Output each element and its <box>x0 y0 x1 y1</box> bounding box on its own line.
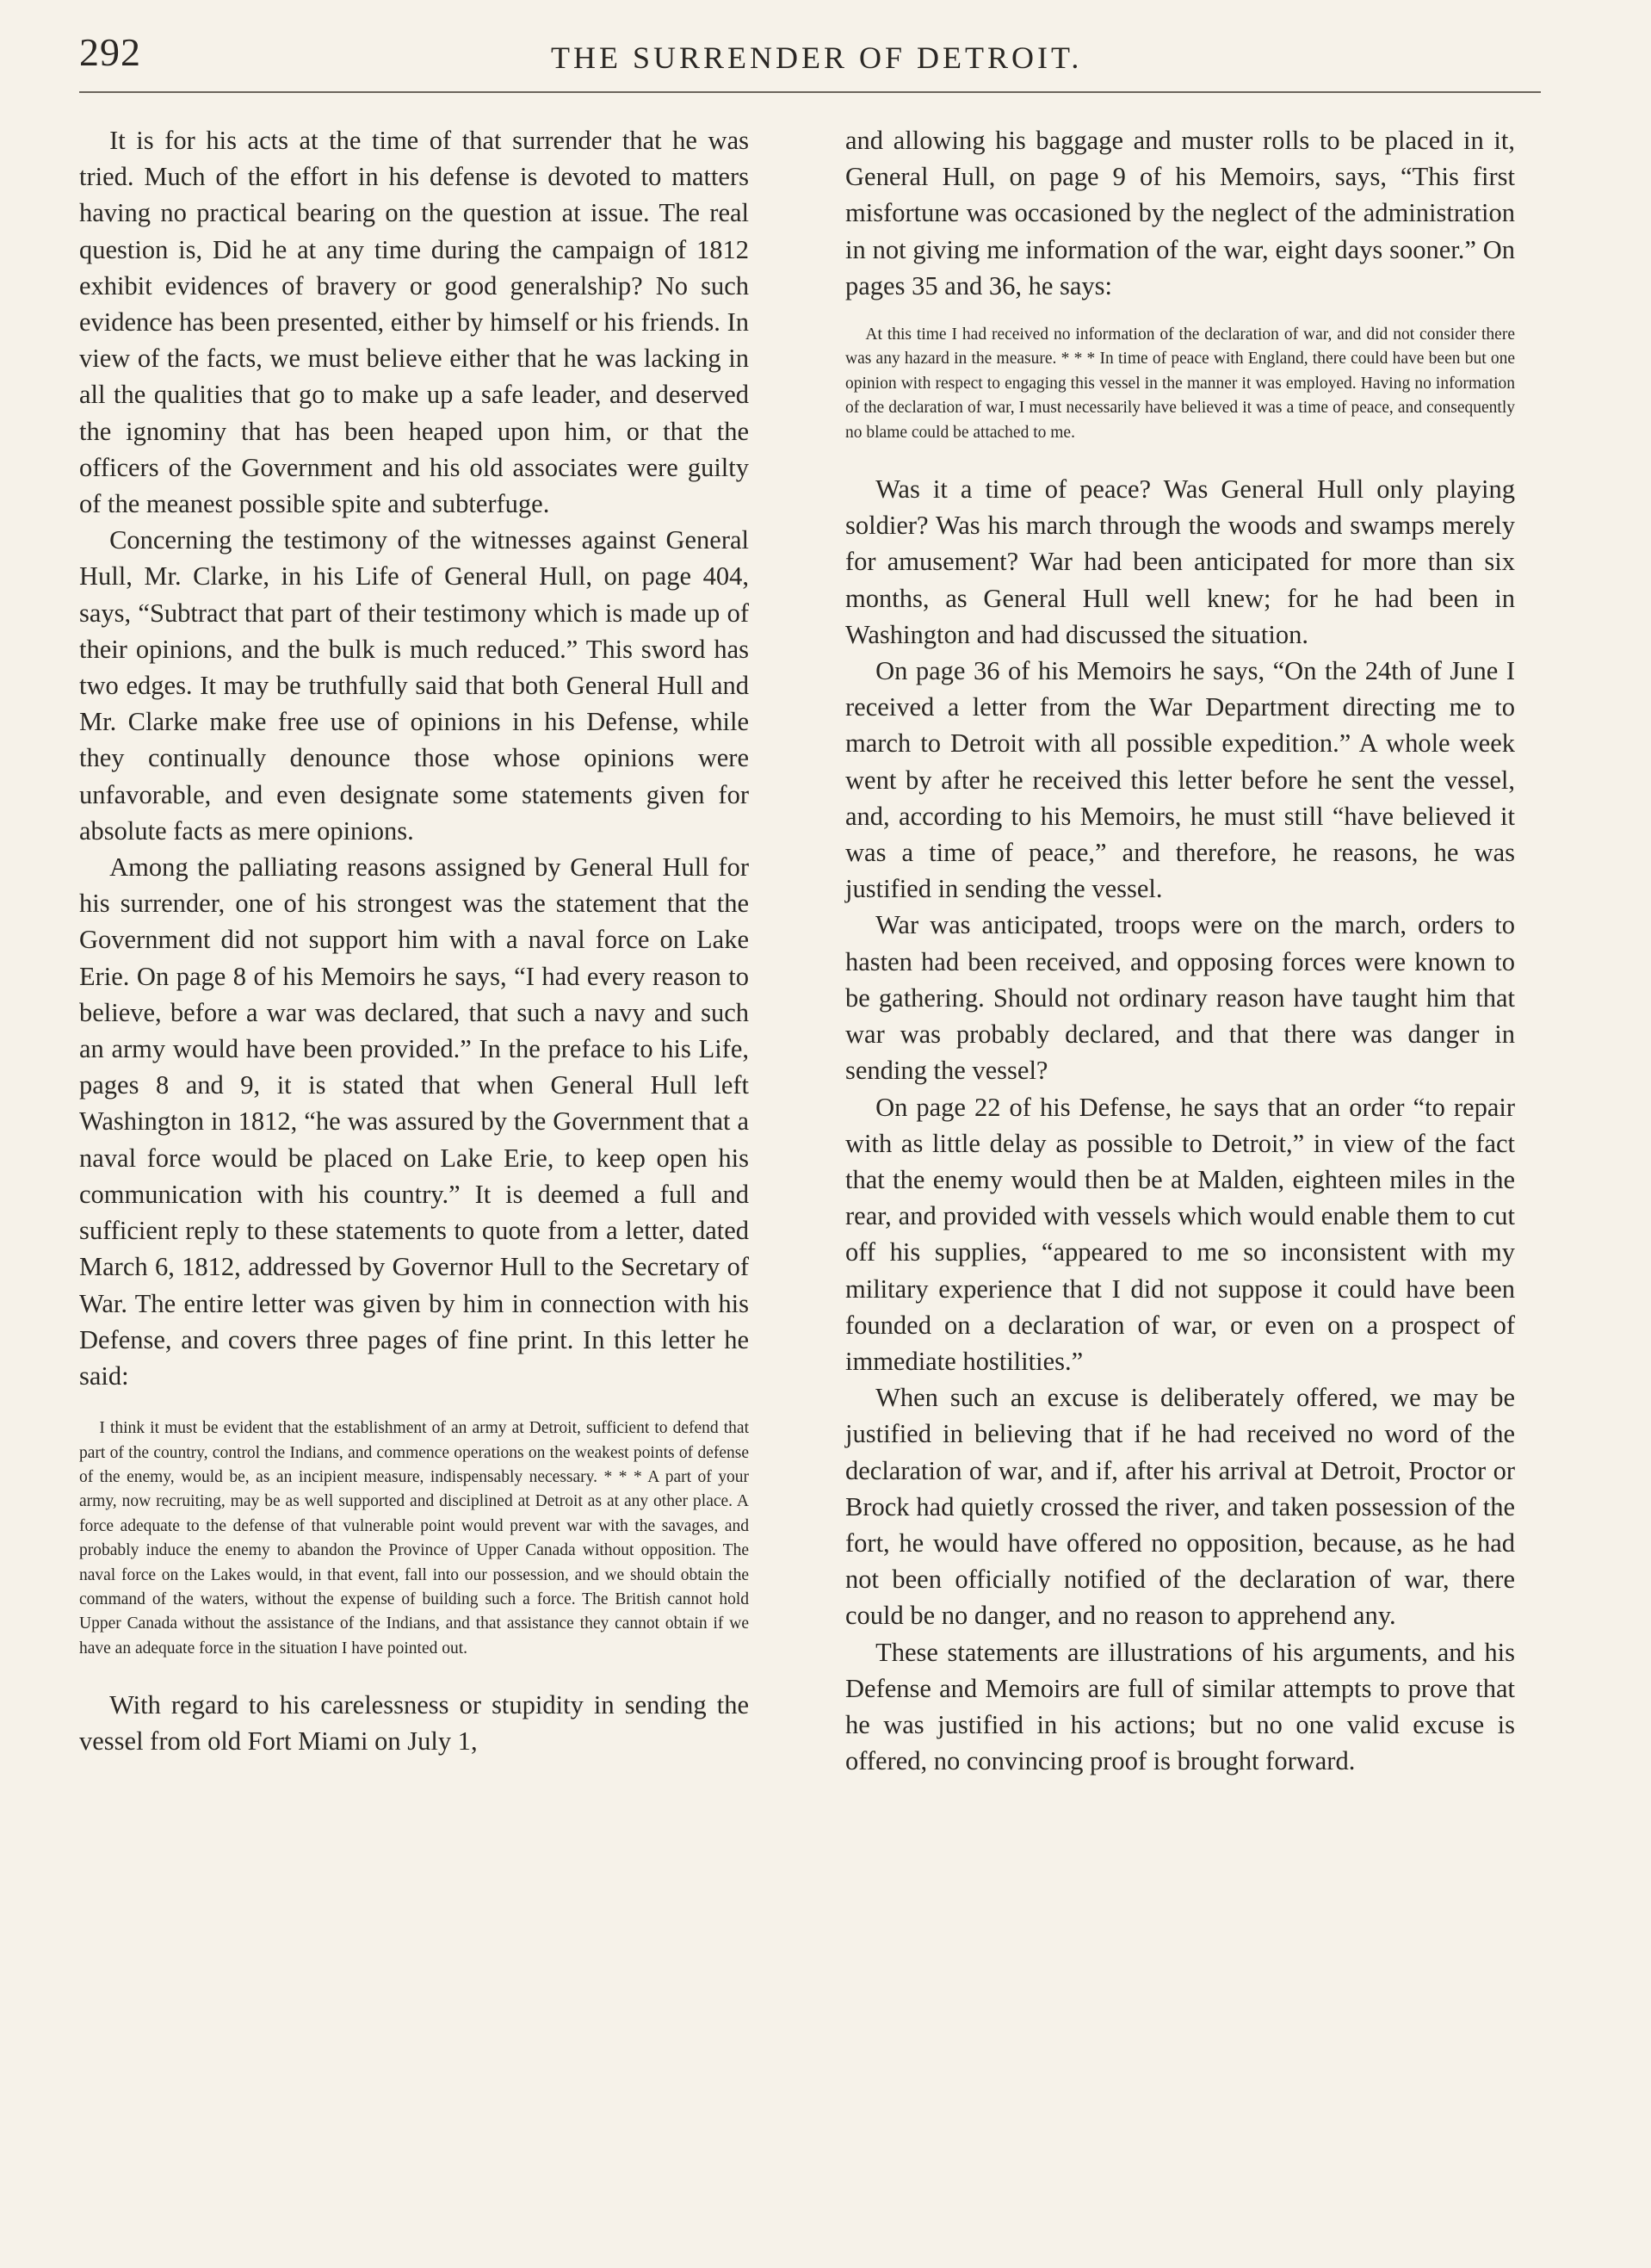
left-column <box>79 122 749 1760</box>
paragraph: On page 22 of his Defense, he says that an order “to repair with as little delay as possible to Detroit,” in view of the fact that the enemy would then be at Malden, eighteen miles in the rear, and provided with vessels which would enable them to cut off his supplies, “appeared to me so inconsistent with my military experience that I did not suppose it could have been founded on a declaration of war, or even on a prospect of immediate hostilities.” <box>845 1092 1515 1376</box>
paragraph: Was it a time of peace? Was General Hull only playing soldier? Was his march through the woods and swamps merely for amusement? War had been anticipated for more than six months, as General Hull well knew; for he had been in Washington and had discussed the situation. <box>845 474 1515 649</box>
paragraph: and allowing his baggage and muster rolls to be placed in it, General Hull, on page 9 of his Memoirs, says, “This first misfortune was occasioned by the neglect of the administration in not giving me information of the war, eight days sooner.” On pages 35 and 36, he says: <box>845 126 1515 301</box>
paragraph: It is for his acts at the time of that surrender that he was tried. Much of the effort in his defense is devoted to matters having no practical bearing on the question at issue. The real question is, Did he at any time during the campaign of 1812 exhibit evidences of bravery or good generalship? No such evidence has been presented, either by himself or his friends. In view of the facts, we must believe either that he was lacking in all the qualities that go to make up a safe leader, and deserved the ignominy that has been heaped upon him, or that the officers of the Government and his old associates were guilty of the meanest possible spite and subterfuge. <box>79 126 749 519</box>
paragraph: Concerning the testimony of the witnesses against General Hull, Mr. Clarke, in his Life of General Hull, on page 404, says, “Subtract that part of their testimony which is made up of their opinions, and the bulk is much reduced.” This sword has two edges. It may be truthfully said that both General Hull and Mr. Clarke make free use of opinions in his Defense, while they continually denounce those whose opinions were unfavorable, and even designate some statements given for absolute facts as mere opinions. <box>79 525 749 846</box>
block-quote: At this time I had received no information of the declaration of war, and did not consider there was any hazard in the measure. * * * In time of peace with England, there could have been but one opinion with respect to engaging this vessel in the manner it was employed. Having no information of the declaration of war, I must necessarily have believed it was a time of peace, and consequently no blame could be attached to me. <box>845 325 1515 442</box>
paragraph: Among the palliating reasons assigned by General Hull for his surrender, one of his strongest was the statement that the Government did not support him with a naval force on Lake Erie. On page 8 of his Memoirs he says, “I had every reason to believe, before a war was declared, that such a navy and such an army would have been provided.” In the preface to his Life, pages 8 and 9, it is stated that when General Hull left Washington in 1812, “he was assured by the Government that a naval force would be placed on Lake Erie, to keep open his communication with his country.” It is deemed a full and sufficient reply to these statements to quote from a letter, dated March 6, 1812, addressed by Governor Hull to the Secretary of War. The entire letter was given by him in connection with his Defense, and covers three pages of fine print. In this letter he said: <box>79 852 749 1391</box>
right-column <box>845 122 1515 1779</box>
header-rule <box>79 91 1541 93</box>
paragraph: War was anticipated, troops were on the march, orders to hasten had been received, and opposing forces were known to be gathering. Should not ordinary reason have taught him that war was probably declared, and that there was danger in sending the vessel? <box>845 910 1515 1086</box>
running-head: THE SURRENDER OF DETROIT. <box>551 40 1083 75</box>
page-number: 292 <box>79 30 141 74</box>
paragraph: When such an excuse is deliberately offered, we may be justified in believing that if he had received no word of the declaration of war, and if, after his arrival at Detroit, Proctor or Brock had quietly crossed the river, and taken possession of the fort, he would have offered no opposition, because, as he had not been officially notified of the declaration of war, there could be no danger, and no reason to apprehend any. <box>845 1383 1515 1631</box>
block-quote: I think it must be evident that the establishment of an army at Detroit, sufficient to defend that part of the country, control the Indians, and commence operations on the weakest points of defense of the enemy, would be, as an incipient measure, indispensably necessary. * * * A part of your army, now recruiting, may be as well supported and disciplined at Detroit as at any other place. A force adequate to the defense of that vulnerable point would prevent war with the savages, and probably induce the enemy to abandon the Province of Upper Canada without opposition. The naval force on the Lakes would, in that event, fall into our possession, and we should obtain the command of the waters, without the expense of building such a force. The British cannot hold Upper Canada without the assistance of the Indians, and that assistance they cannot obtain if we have an adequate force in the situation I have pointed out. <box>79 1419 749 1658</box>
paragraph: These statements are illustrations of his arguments, and his Defense and Memoirs are full of similar attempts to prove that he was justified in his actions; but no one valid excuse is offered, no convincing proof is brought forward. <box>845 1637 1515 1776</box>
paragraph: On page 36 of his Memoirs he says, “On the 24th of June I received a letter from the War Department directing me to march to Detroit with all possible expedition.” A whole week went by after he received this letter before he sent the vessel, and, according to his Memoirs, he must still “have believed it was a time of peace,” and therefore, he reasons, he was justified in sending the vessel. <box>845 656 1515 904</box>
paragraph: With regard to his carelessness or stupidity in sending the vessel from old Fort Miami on July 1, <box>79 1690 749 1757</box>
